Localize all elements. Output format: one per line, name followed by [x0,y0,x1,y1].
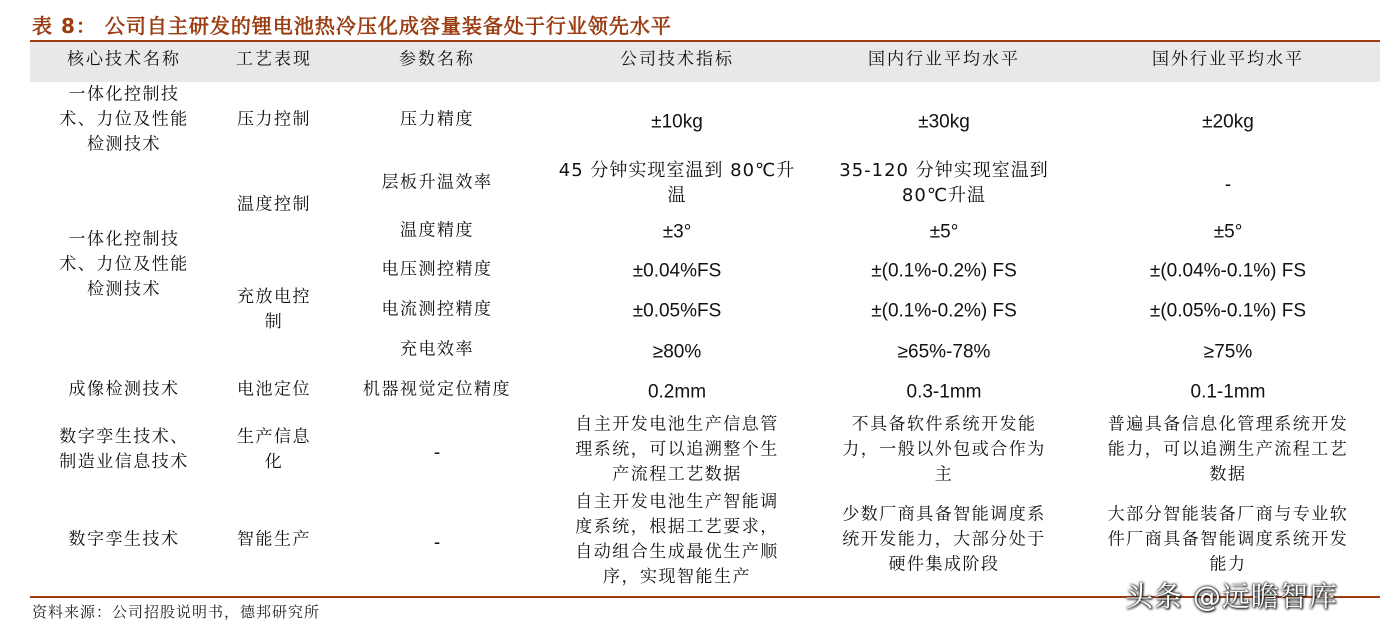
foreign-cell: ±5° [1213,221,1243,243]
param-cell: 压力精度 [400,109,474,130]
process-cell: 智能生产 [237,529,311,550]
core-tech-cell: 数字孪生技术 [68,529,180,550]
core-tech-cell: 一体化控制技 术、力位及性能 检测技术 [59,229,189,300]
header-company: 公司技术指标 [620,49,734,70]
param-cell: 充电效率 [400,339,474,360]
param-cell: - [433,442,441,464]
source-note: 资料来源：公司招股说明书，德邦研究所 [32,603,321,621]
company-cell: ±0.05%FS [632,300,722,322]
foreign-cell: - [1224,174,1232,196]
domestic-cell: ±5° [929,221,959,243]
param-cell: 温度精度 [400,220,474,241]
company-cell: ±0.04%FS [632,260,722,282]
core-tech-cell: 数字孪生技术、 制造业信息技术 [59,427,189,472]
foreign-cell: ±20kg [1202,111,1254,133]
company-cell: ≥80% [652,341,702,363]
watermark: 头条 @远瞻智库 [1125,580,1338,613]
process-cell: 温度控制 [237,194,311,215]
domestic-cell: 少数厂商具备智能调度系 统开发能力，大部分处于 硬件集成阶段 [842,504,1046,575]
domestic-cell: 0.3-1mm [906,381,982,403]
domestic-cell: 不具备软件系统开发能 力，一般以外包或合作为 主 [842,414,1046,485]
foreign-cell: 普遍具备信息化管理系统开发 能力，可以追溯生产流程工艺 数据 [1107,414,1349,485]
company-cell: ±10kg [651,111,703,133]
company-cell: 自主开发电池生产信息管 理系统，可以追溯整个生 产流程工艺数据 [575,414,779,485]
foreign-cell: 0.1-1mm [1190,381,1266,403]
param-cell: - [433,532,441,554]
header-process: 工艺表现 [236,49,312,70]
header-core-tech: 核心技术名称 [67,49,181,70]
header-domestic: 国内行业平均水平 [868,49,1020,70]
foreign-cell: ±(0.04%-0.1%) FS [1149,260,1307,282]
process-cell: 充放电控 制 [237,287,311,332]
company-cell: 0.2mm [647,381,707,403]
param-cell: 层板升温效率 [381,172,493,193]
header-param: 参数名称 [399,49,475,70]
process-cell: 生产信息 化 [237,427,311,472]
company-cell: ±3° [662,221,692,243]
process-cell: 压力控制 [237,109,311,130]
param-cell: 电压测控精度 [381,259,493,280]
domestic-cell: ±30kg [918,111,970,133]
domestic-cell: ≥65%-78% [897,341,991,363]
core-tech-cell: 一体化控制技 术、力位及性能 检测技术 [59,84,189,155]
foreign-cell: 大部分智能装备厂商与专业软 件厂商具备智能调度系统开发 能力 [1107,504,1349,575]
process-cell: 电池定位 [237,379,311,400]
domestic-cell: ±(0.1%-0.2%) FS [871,300,1017,322]
table-title: 表 8： 公司自主研发的锂电池热冷压化成容量装备处于行业领先水平 [32,14,672,38]
company-cell: 45 分钟实现室温到 80℃升 温 [558,160,796,206]
param-cell: 电流测控精度 [381,299,493,320]
foreign-cell: ≥75% [1203,341,1253,363]
domestic-cell: 35-120 分钟实现室温到 80℃升温 [839,160,1049,206]
domestic-cell: ±(0.1%-0.2%) FS [871,260,1017,282]
company-cell: 自主开发电池生产智能调 度系统，根据工艺要求， 自动组合生成最优生产顺 序，实现智能生产 [575,492,779,587]
header-foreign: 国外行业平均水平 [1152,49,1304,70]
foreign-cell: ±(0.05%-0.1%) FS [1149,300,1307,322]
core-tech-cell: 成像检测技术 [68,379,180,400]
param-cell: 机器视觉定位精度 [363,379,511,400]
